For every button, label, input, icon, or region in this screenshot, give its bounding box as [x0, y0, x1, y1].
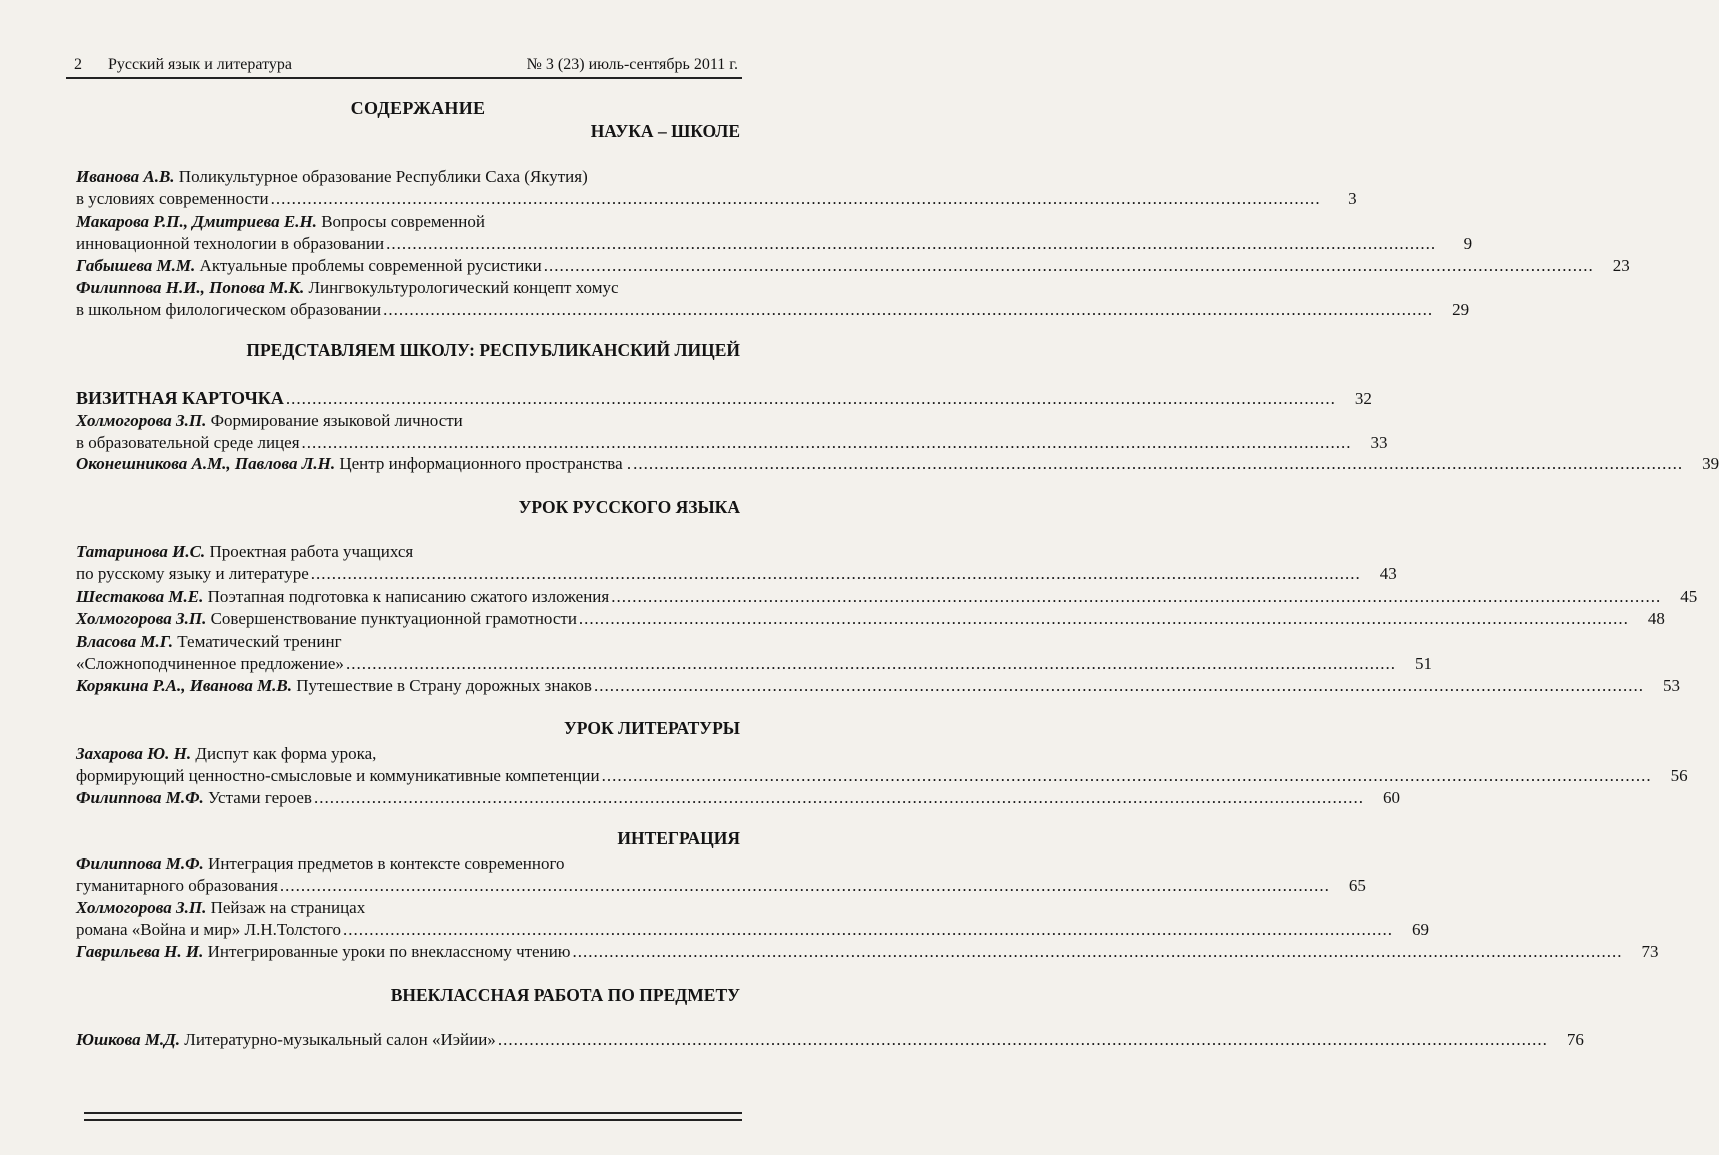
- entry-line: [76, 941, 1659, 963]
- entry-line: [76, 1029, 1584, 1051]
- entry-author: Корякина Р.А., Иванова М.В.: [76, 676, 293, 695]
- entry-title: формирующий ценностно-смысловые и коммуникативные компетенции: [76, 766, 600, 785]
- dot-leader: ........................................................................................................................................................................................................: [345, 654, 1396, 673]
- entry-title: по русскому языку и литературе: [76, 564, 309, 583]
- toc-entry: [76, 586, 1698, 608]
- entry-page-number: 3: [1348, 189, 1357, 208]
- entry-line: [76, 608, 1665, 630]
- entry-page-number: 32: [1354, 389, 1372, 408]
- entry-author: Иванова А.В.: [76, 167, 175, 186]
- entry-line: [76, 387, 1372, 409]
- entry-line: [76, 675, 1680, 697]
- entry-line: [76, 563, 1397, 585]
- entry-author: Филиппова Н.И., Попова М.К.: [76, 278, 305, 297]
- entry-author: Филиппова М.Ф.: [76, 788, 204, 807]
- dot-leader: ........................................................................................................................................................................................................: [343, 920, 1394, 939]
- entry-author: Гаврильева Н. И.: [76, 942, 204, 961]
- entry-author: Макарова Р.П., Дмитриева Е.Н.: [76, 212, 317, 231]
- entry-line: [76, 255, 1630, 277]
- entry-author: Холмогорова З.П.: [76, 411, 207, 430]
- dot-leader: ........................................................................................................................................................................................................: [310, 564, 1361, 583]
- toc-entry: [76, 410, 1388, 454]
- entry-title: Диспут как форма урока,: [195, 744, 377, 763]
- entry-author: Юшкова М.Д.: [76, 1030, 181, 1049]
- entry-title: инновационной технологии в образовании: [76, 234, 385, 253]
- entry-page-number: 65: [1348, 876, 1366, 895]
- entry-author: Захарова Ю. Н.: [76, 744, 192, 763]
- entry-page-number: 53: [1662, 676, 1680, 695]
- entry-page-number: 73: [1641, 942, 1659, 961]
- footer-rule-2: [84, 1119, 742, 1121]
- entry-title: Интегрированные уроки по внеклассному чтению: [207, 942, 571, 961]
- entry-title: ВИЗИТНАЯ КАРТОЧКА: [76, 388, 284, 408]
- toc-entry: [76, 608, 1665, 630]
- entry-title: Проектная работа учащихся: [209, 542, 414, 561]
- entry-line: [76, 432, 1388, 454]
- entry-author: Холмогорова З.П.: [76, 609, 207, 628]
- toc-entry: [76, 387, 1372, 409]
- toc-entry: [76, 541, 1397, 585]
- toc-entry: [76, 743, 1688, 787]
- entry-line: [76, 453, 1719, 475]
- entry-line: [76, 166, 740, 188]
- dot-leader: ........................................................................................................................................................................................................: [497, 1030, 1548, 1049]
- section-heading: ВНЕКЛАССНАЯ РАБОТА ПО ПРЕДМЕТУ: [390, 985, 740, 1005]
- entry-author: Холмогорова З.П.: [76, 898, 207, 917]
- page-number: 2: [74, 56, 82, 73]
- entry-title: Поэтапная подготовка к написанию сжатого изложения: [207, 587, 610, 606]
- entry-author: Филиппова М.Ф.: [76, 854, 204, 873]
- dot-leader: ........................................................................................................................................................................................................: [572, 942, 1623, 961]
- dot-leader: ........................................................................................................................................................................................................: [543, 256, 1594, 275]
- dot-leader: ........................................................................................................................................................................................................: [593, 676, 1644, 695]
- entry-page-number: 39: [1702, 454, 1719, 473]
- toc-entry: [76, 453, 1719, 475]
- entry-line: [76, 919, 1430, 941]
- toc-entry: [76, 941, 1659, 963]
- entry-line: [76, 233, 1473, 255]
- entry-line: [76, 211, 740, 233]
- dot-leader: ........................................................................................................................................................................................................: [270, 189, 1321, 208]
- entry-title: Центр информационного пространства .: [339, 454, 632, 473]
- dot-leader: ........................................................................................................................................................................................................: [285, 389, 1336, 408]
- section-heading: ПРЕДСТАВЛЯЕМ ШКОЛУ: РЕСПУБЛИКАНСКИЙ ЛИЦЕЙ: [246, 340, 740, 360]
- entry-title: Литературно-музыкальный салон «Иэйии»: [184, 1030, 496, 1049]
- entry-page-number: 56: [1670, 766, 1688, 785]
- dot-leader: ........................................................................................................................................................................................................: [386, 234, 1437, 253]
- dot-leader: ........................................................................................................................................................................................................: [313, 788, 1364, 807]
- dot-leader: ........................................................................................................................................................................................................: [301, 433, 1352, 452]
- section-heading: НАУКА – ШКОЛЕ: [590, 121, 740, 141]
- entry-title: в школьном филологическом образовании: [76, 300, 382, 319]
- section-heading: УРОК ЛИТЕРАТУРЫ: [563, 718, 740, 738]
- entry-author: Шестакова М.Е.: [76, 587, 204, 606]
- entry-title: Устами героев: [208, 788, 312, 807]
- entry-author: Татаринова И.С.: [76, 542, 206, 561]
- entry-line: [76, 653, 1432, 675]
- entry-line: [76, 188, 1357, 210]
- toc-entry: [76, 631, 1432, 675]
- toc-entry: [76, 166, 1357, 210]
- entry-page-number: 23: [1612, 256, 1630, 275]
- dot-leader: ........................................................................................................................................................................................................: [578, 609, 1629, 628]
- entry-page-number: 76: [1566, 1030, 1584, 1049]
- entry-title: в условиях современности: [76, 189, 269, 208]
- header-rule: [66, 77, 742, 79]
- dot-leader: ........................................................................................................................................................................................................: [383, 300, 1434, 319]
- section-heading: УРОК РУССКОГО ЯЗЫКА: [518, 497, 740, 517]
- toc-entry: [76, 1029, 1584, 1051]
- entry-title: Пейзаж на страницах: [210, 898, 366, 917]
- entry-title: Вопросы современной: [321, 212, 485, 231]
- issue-info: № 3 (23) июль-сентябрь 2011 г.: [526, 56, 738, 73]
- page-title: СОДЕРЖАНИЕ: [350, 98, 486, 118]
- running-header: [70, 56, 738, 78]
- toc-entry: [76, 897, 1430, 941]
- entry-line: [76, 586, 1698, 608]
- entry-page-number: 9: [1463, 234, 1473, 253]
- entry-title: «Сложноподчиненное предложение»: [76, 654, 344, 673]
- entry-line: [76, 853, 740, 875]
- entry-line: [76, 765, 1688, 787]
- dot-leader: ........................................................................................................................................................................................................: [279, 876, 1330, 895]
- entry-page-number: 51: [1414, 654, 1432, 673]
- entry-page-number: 60: [1382, 788, 1400, 807]
- toc-entry: [76, 853, 1366, 897]
- entry-page-number: 33: [1370, 433, 1388, 452]
- entry-author: Оконешникова А.М., Павлова Л.Н.: [76, 454, 336, 473]
- entry-line: [76, 631, 740, 653]
- journal-title: Русский язык и литература: [108, 56, 292, 73]
- section-heading: ИНТЕГРАЦИЯ: [617, 828, 740, 848]
- entry-title: Совершенствование пунктуационной грамотности: [210, 609, 577, 628]
- toc-entry: [76, 255, 1630, 277]
- entry-title: романа «Война и мир» Л.Н.Толстого: [76, 920, 342, 939]
- entry-line: [76, 410, 740, 432]
- entry-line: [76, 277, 740, 299]
- toc-entry: [76, 277, 1470, 321]
- footer-rule-1: [84, 1112, 742, 1114]
- toc-entry: [76, 211, 1473, 255]
- entry-title: Тематический тренинг: [177, 632, 342, 651]
- entry-author: Власова М.Г.: [76, 632, 174, 651]
- entry-line: [76, 875, 1366, 897]
- dot-leader: ........................................................................................................................................................................................................: [611, 587, 1662, 606]
- entry-author: Габышева М.М.: [76, 256, 196, 275]
- toc-entry: [76, 675, 1680, 697]
- entry-page-number: 29: [1452, 300, 1470, 319]
- entry-line: [76, 299, 1470, 321]
- entry-line: [76, 541, 740, 563]
- entry-title: Поликультурное образование Республики Саха (Якутия): [178, 167, 588, 186]
- entry-line: [76, 743, 740, 765]
- entry-line: [76, 787, 1400, 809]
- entry-line: [76, 897, 740, 919]
- entry-page-number: 45: [1680, 587, 1698, 606]
- dot-leader: ........................................................................................................................................................................................................: [633, 454, 1684, 473]
- toc-entry: [76, 787, 1400, 809]
- entry-title: Интеграция предметов в контексте современного: [208, 854, 565, 873]
- entry-title: гуманитарного образования: [76, 876, 278, 895]
- entry-title: Формирование языковой личности: [210, 411, 463, 430]
- entry-page-number: 69: [1412, 920, 1430, 939]
- entry-title: Лингвокультурологический концепт хомус: [308, 278, 619, 297]
- entry-page-number: 43: [1379, 564, 1397, 583]
- entry-title: Актуальные проблемы современной русистики: [199, 256, 542, 275]
- entry-title: Путешествие в Страну дорожных знаков: [296, 676, 592, 695]
- entry-page-number: 48: [1647, 609, 1665, 628]
- dot-leader: ........................................................................................................................................................................................................: [601, 766, 1652, 785]
- entry-title: в образовательной среде лицея: [76, 433, 300, 452]
